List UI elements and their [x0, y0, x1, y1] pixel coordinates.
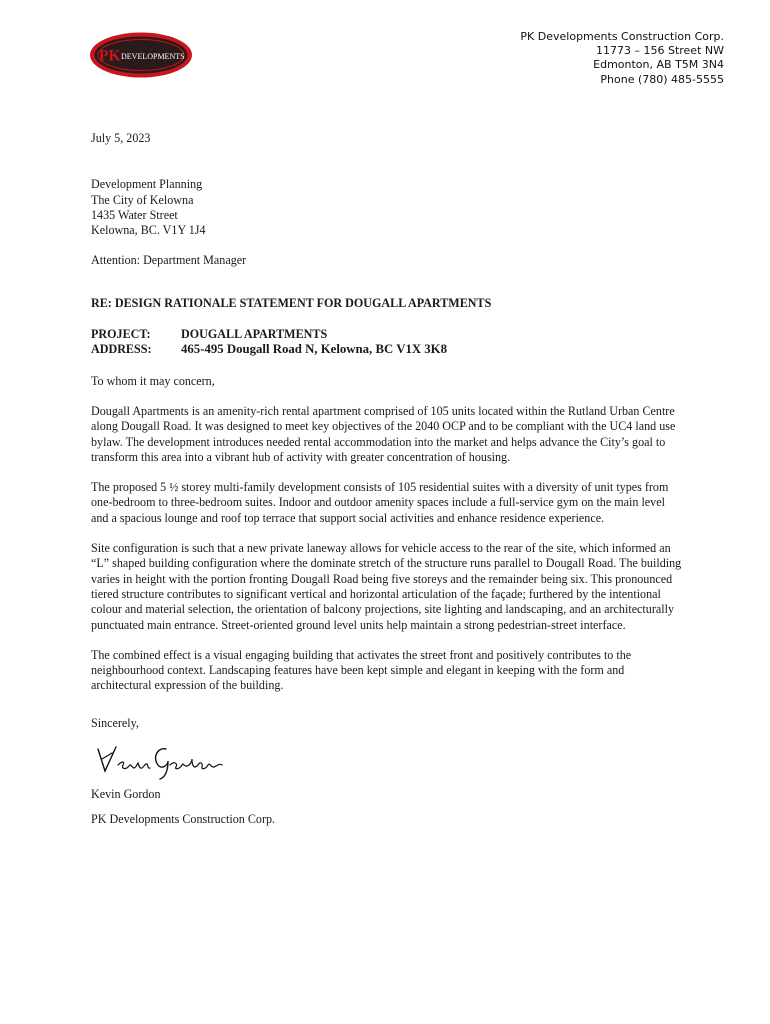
svg-text:PK: PK [99, 47, 121, 65]
signer-name: Kevin Gordon [91, 787, 161, 802]
handwritten-signature [92, 737, 232, 781]
company-name: PK Developments Construction Corp. [520, 30, 724, 43]
company-logo [89, 31, 193, 79]
letter-body [91, 131, 685, 828]
recipient-line: 1435 Water Street [91, 207, 178, 222]
body-paragraph: Dougall Apartments is an amenity-rich rental apartment comprised of 105 units located within the Rutland Urban Centre along Dougall Road. It was designed to meet key objectives of the 2040 OCP and to be compliant with the UC4 land use bylaw. The development introduces needed rental accommodation into the market and helps advance the City’s goal to transform this area into a vibrant hub of activity with greater concentration of housing. [91, 403, 676, 464]
letter-date: July 5, 2023 [91, 131, 151, 145]
salutation: To whom it may concern, [91, 373, 215, 388]
project-details [91, 327, 447, 358]
body-paragraph: The proposed 5 ½ storey multi-family development consists of 105 residential suites with a diversity of unit types from one-bedroom to three-bedroom suites. Indoor and outdoor amenity spaces include a full-service gym on the main level and a spacious lounge and roof top terrace that support social activities and enhance residence experience. [91, 480, 669, 525]
company-phone: Phone (780) 485-5555 [600, 72, 724, 86]
body-paragraph: The combined effect is a visual engaging building that activates the street front and positively contributes to the neighbourhood context. Landscaping features have been kept simple and elegant in keeping with the form and architectural expression of the building. [91, 647, 632, 693]
project-value: DOUGALL APARTMENTS [181, 327, 328, 342]
svg-text:DEVELOPMENTS: DEVELOPMENTS [121, 52, 185, 61]
company-city: Edmonton, AB T5M 3N4 [593, 58, 724, 72]
subject-line: RE: DESIGN RATIONALE STATEMENT FOR DOUGALL APARTMENTS [91, 295, 492, 310]
company-address-block [520, 30, 724, 87]
closing: Sincerely, [91, 715, 139, 730]
recipient-line: Kelowna, BC. V1Y 1J4 [91, 223, 206, 238]
signer-company: PK Developments Construction Corp. [91, 812, 276, 827]
address-value: 465-495 Dougall Road N, Kelowna, BC V1X 3K8 [181, 342, 448, 357]
project-label: PROJECT: [91, 327, 151, 342]
recipient-line: The City of Kelowna [91, 192, 194, 207]
recipient-address [91, 177, 685, 238]
recipient-line: Development Planning [91, 177, 203, 192]
address-label: ADDRESS: [91, 342, 152, 357]
body-paragraph: Site configuration is such that a new private laneway allows for vehicle access to the rear of the site, which informed an “L” shaped building configuration where the dominate stretch of the structure runs parallel to Dougall Road. The building varies in height with the portion fronting Dougall Road being five storeys and the remainder being six. This pronounced tiered structure contributes to significant vertical and horizontal articulation of the façade; furthered by the intentional colour and material selection, the orientation of balcony projections, site lighting and landscaping, and an architecturally punctuated main entrance. Street-oriented ground level units help maintain a strong pedestrian-street interface. [91, 541, 682, 632]
attention-line: Attention: Department Manager [91, 253, 247, 268]
company-street: 11773 – 156 Street NW [595, 44, 724, 58]
pk-developments-logo [89, 31, 193, 79]
